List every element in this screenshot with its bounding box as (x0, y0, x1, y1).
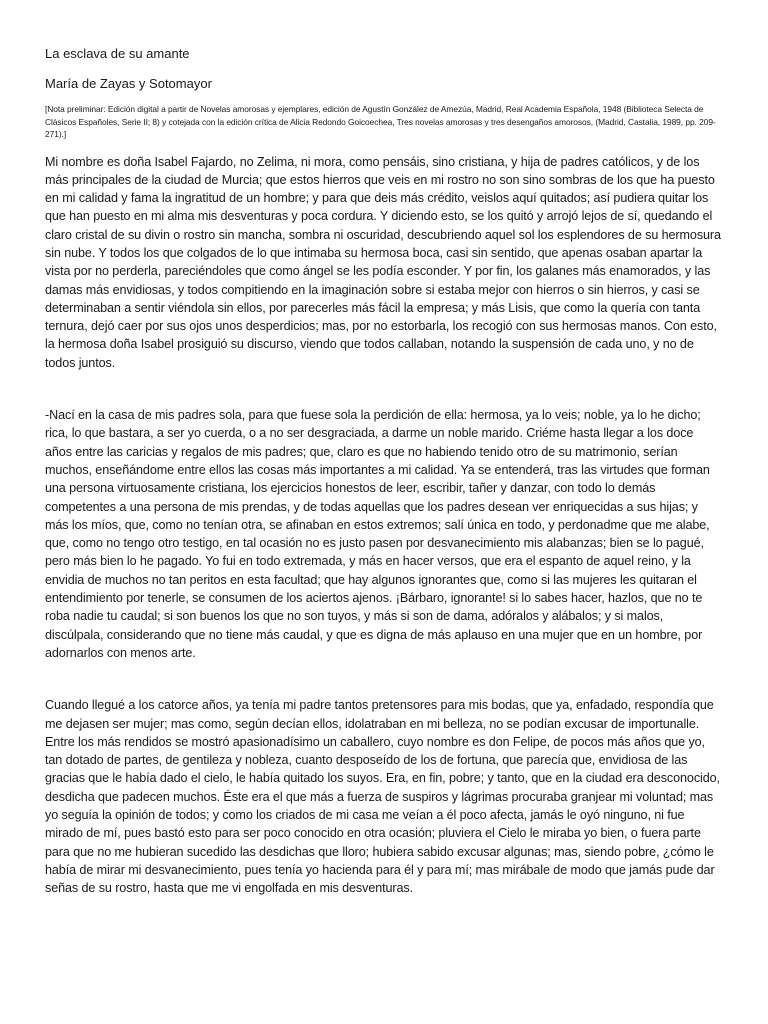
document-title: La esclava de su amante (45, 46, 190, 61)
preliminary-note: [Nota preliminar: Edición digital a partir de Novelas amorosas y ejemplares, edición de Agustín González de Amezúa, Madrid, Real Academia Española, 1948 (Biblioteca Selecta de Clásicos Españoles, Serie II; 8) y cotejada con la edición crítica de Alicia Redondo Goicoechea, Tres novelas amorosas y tres desengaños amorosos, (Madrid, Castalia, 1989, pp. 209-271).] (45, 104, 716, 139)
paragraph-1: Mi nombre es doña Isabel Fajardo, no Zelima, ni mora, como pensáis, sino cristiana, y hija de padres católicos, y de los más principales de la ciudad de Murcia; que estos hierros que veis en mi rostro no son sino sombras de los que ha puesto en mi calidad y fama la ingratitud de un hombre; y para que deis más crédito, veislos aquí quitados; así pudiera quitar los que han puesto en mi alma mis desventuras y poca cordura. Y diciendo esto, se los quitó y arrojó lejos de sí, quedando el claro cristal de su divin o rostro sin mancha, sombra ni oscuridad, descubriendo aquel sol los esplendores de su hermosura sin nube. Y todos los que colgados de lo que intimaba su hermosa boca, casi sin sentido, que apenas osaban apartar la vista por no perderla, pareciéndoles que como ángel se les podía esconder. Y por fin, los galanes más enamorados, y las damas más envidiosas, y todos compitiendo en la imaginación sobre si estaba mejor con hierros o sin hierros, y casi se determinaban a sentir viéndola sin ellos, por parecerles más fácil la empresa; y más Lisis, que como la quería con tanta ternura, dejó caer por sus ojos unos desperdicios; mas, por no estorbarla, los recogió con sus hermosas manos. Con esto, la hermosa doña Isabel prosiguió su discurso, viendo que todos callaban, notando la suspensión de cada uno, y no de todos juntos. (45, 154, 721, 370)
paragraph-spacer (45, 662, 723, 696)
paragraph-spacer (45, 372, 723, 406)
paragraph-3: Cuando llegué a los catorce años, ya tenía mi padre tantos pretensores para mis bodas, que ya, enfadado, respondía que me dejasen ser mujer; mas como, según decían ellos, idolatraban en mi belleza, no se podían excusar de importunalle. Entre los más rendidos se mostró apasionadísimo un caballero, cuyo nombre es don Felipe, de pocos más años que yo, tan dotado de partes, de gentileza y nobleza, cuanto desposeído de los de fortuna, que parecía que, envidiosa de las gracias que le había dado el cielo, le había quitado los suyos. Era, en fin, pobre; y tanto, que en la ciudad era desconocido, desdicha que padecen muchos. Éste era el que más a fuerza de suspiros y lágrimas procuraba granjear mi voluntad; mas yo seguía la opinión de todos; y como los criados de mi casa me veían a él poco afecta, jamás le oyó ninguno, ni fue mirado de mí, pues bastó esto para ser poco conocido en otra ocasión; pluviera el Cielo le miraba yo bien, o fuera parte para que no me hubieran sucedido las desdichas que lloro; hubiera sabido excusar algunas; mas, siendo pobre, ¿cómo le había de mirar mi desvanecimiento, pues tenía yo hacienda para él y para mí; mas mirábale de modo que jamás pude dar señas de su rostro, hasta que me vi engolfada en mis desventuras. (45, 698, 720, 896)
document-author: María de Zayas y Sotomayor (45, 76, 212, 91)
paragraph-2: -Nací en la casa de mis padres sola, para que fuese sola la perdición de ella: hermosa, ya lo veis; noble, ya lo he dicho; rica, lo que bastara, a ser yo cuerda, o a no ser desgraciada, a darme un noble marido. Criéme hasta llegar a los doce años entre las caricias y regalos de mis padres; que, claro es que no habiendo tenido otro de su matrimonio, serían muchos, enseñándome entre ellos las cosas más importantes a mi calidad. Ya se entenderá, tras las virtudes que forman una persona virtuosamente cristiana, los ejercicios honestos de leer, escribir, tañer y danzar, con todo lo demás competentes a una persona de mis prendas, y de todas aquellas que los padres desean ver enriquecidas a sus hijas; y más los míos, que, como no tenían otra, se afinaban en estos extremos; salí única en todo, y perdonadme que me alabe, que, como no tengo otro testigo, en tal ocasión no es justo pasen por desvanecimiento mis alabanzas; bien se lo pagué, pero más bien lo he pagado. Yo fui en todo extremada, y más en hacer versos, que era el espanto de aquel reino, y la envidia de muchos no tan peritos en esta facultad; que hay algunos ignorantes que, como si las mujeres les quitaran el entendimiento por tenerle, se consumen de los aciertos ajenos. ¡Bárbaro, ignorante! si lo sabes hacer, hazlos, que no te roba nadie tu caudal; si son buenos los que no son tuyos, y más si son de dama, adóralos y alábalos; y si malos, discúlpala, considerando que no tiene más caudal, y que es digna de más aplauso en una mujer que en un hombre, por adornarlos con menos arte. (45, 408, 710, 660)
document-page (45, 45, 723, 897)
